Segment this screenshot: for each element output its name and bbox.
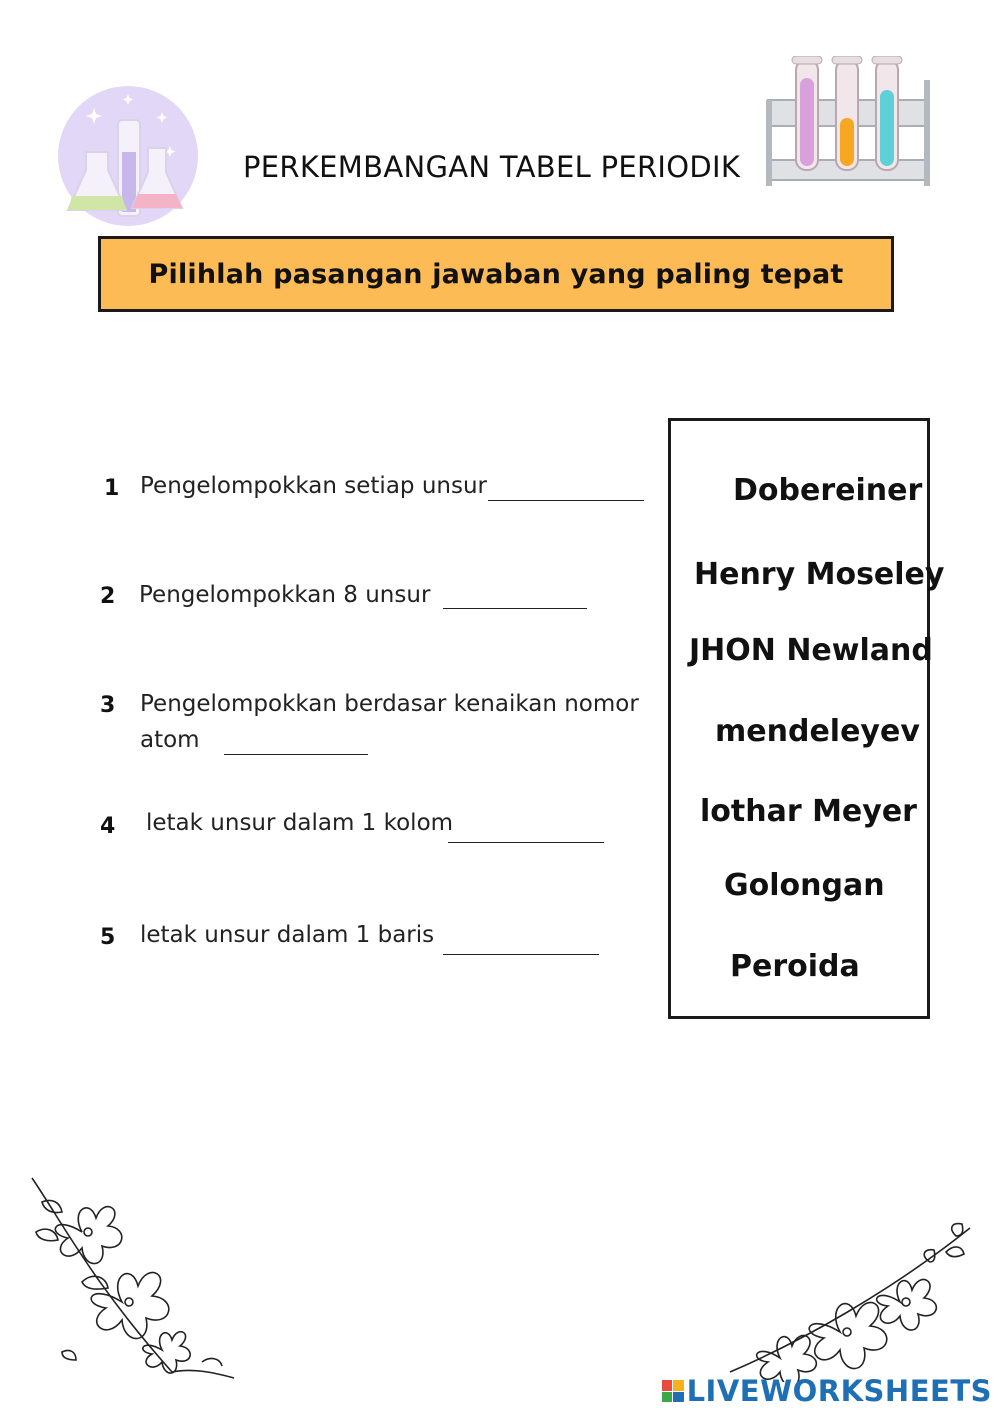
page-title: PERKEMBANGAN TABEL PERIODIK (243, 150, 741, 184)
floral-decoration-right (720, 1222, 980, 1382)
chemistry-flasks-illustration (58, 86, 200, 228)
answer-blank[interactable] (488, 500, 644, 501)
instruction-text: Pilihlah pasangan jawaban yang paling tepat (148, 258, 844, 290)
answer-blank[interactable] (448, 842, 604, 843)
question-text: Pengelompokkan setiap unsur (140, 473, 487, 499)
answer-blank[interactable] (443, 954, 599, 955)
answer-option[interactable]: mendeleyev (715, 714, 920, 749)
question-text-continued: atom (140, 727, 200, 753)
liveworksheets-watermark (662, 1374, 992, 1408)
answer-option[interactable]: Dobereiner (733, 473, 923, 508)
answer-blank[interactable] (443, 608, 587, 609)
answer-blank[interactable] (224, 754, 368, 755)
floral-decoration-left (22, 1172, 242, 1386)
instruction-banner (98, 236, 894, 312)
question-text: Pengelompokkan 8 unsur (139, 582, 431, 608)
question-text: Pengelompokkan berdasar kenaikan nomor (140, 691, 639, 717)
answer-option[interactable]: lothar Meyer (700, 794, 917, 829)
answer-option[interactable]: Peroida (730, 949, 860, 984)
answer-bank (668, 418, 945, 1019)
question-text: letak unsur dalam 1 kolom (146, 810, 454, 836)
question-number: 5 (100, 925, 116, 950)
question-number: 2 (100, 584, 116, 609)
answer-option[interactable]: Henry Moseley (694, 557, 945, 592)
question-number: 4 (100, 814, 116, 839)
answer-option[interactable]: JHON Newland (689, 633, 933, 668)
liveworksheets-logo-icon (662, 1380, 684, 1402)
question-number: 3 (100, 693, 116, 718)
answer-option[interactable]: Golongan (724, 868, 885, 903)
test-tube-rack-illustration (764, 56, 934, 190)
question-text: letak unsur dalam 1 baris (140, 922, 435, 948)
watermark-text: LIVEWORKSHEETS (686, 1374, 992, 1408)
question-number: 1 (104, 476, 120, 501)
